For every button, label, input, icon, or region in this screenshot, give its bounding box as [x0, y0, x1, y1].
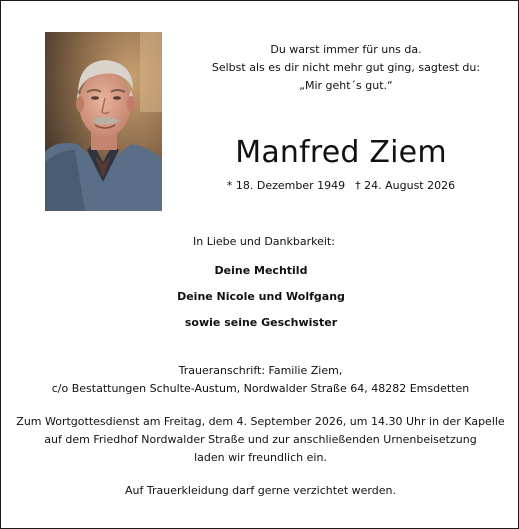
deceased-name: Manfred Ziem	[235, 135, 447, 170]
mourner-name: sowie seine Geschwister	[184, 316, 338, 329]
life-dates	[201, 178, 481, 194]
address-line: c/o Bestattungen Schulte-Austum, Nordwalder Straße 64, 48282 Emsdetten	[51, 382, 470, 395]
portrait-photo	[45, 32, 162, 211]
mourner-name: Deine Nicole und Wolfgang	[177, 290, 345, 303]
service-notice	[11, 413, 510, 467]
closing-note: Auf Trauerkleidung darf gerne verzichtet werden.	[125, 484, 396, 497]
mourner-name: Deine Mechtild	[214, 264, 308, 277]
quote-line: Du warst immer für uns da.	[270, 43, 422, 56]
service-line: laden wir freundlich ein.	[194, 451, 327, 464]
mourners-list	[131, 263, 391, 341]
quote-block	[191, 41, 501, 95]
service-line: Zum Wortgottesdienst am Freitag, dem 4. September 2026, um 14.30 Uhr in der Kapelle	[16, 415, 505, 428]
quote-line: Selbst als es dir nicht mehr gut ging, sagtest du:	[211, 61, 481, 74]
address-line: Traueranschrift: Familie Ziem,	[178, 364, 343, 377]
death-date: † 24. August 2026	[355, 179, 456, 192]
mourning-address	[21, 362, 500, 398]
mourning-intro: In Liebe und Dankbarkeit:	[193, 235, 335, 248]
service-line: auf dem Friedhof Nordwalder Straße und zur anschließenden Urnenbeisetzung	[44, 433, 477, 446]
quote-line: „Mir geht´s gut.“	[299, 79, 393, 92]
birth-date: * 18. Dezember 1949	[226, 179, 346, 192]
